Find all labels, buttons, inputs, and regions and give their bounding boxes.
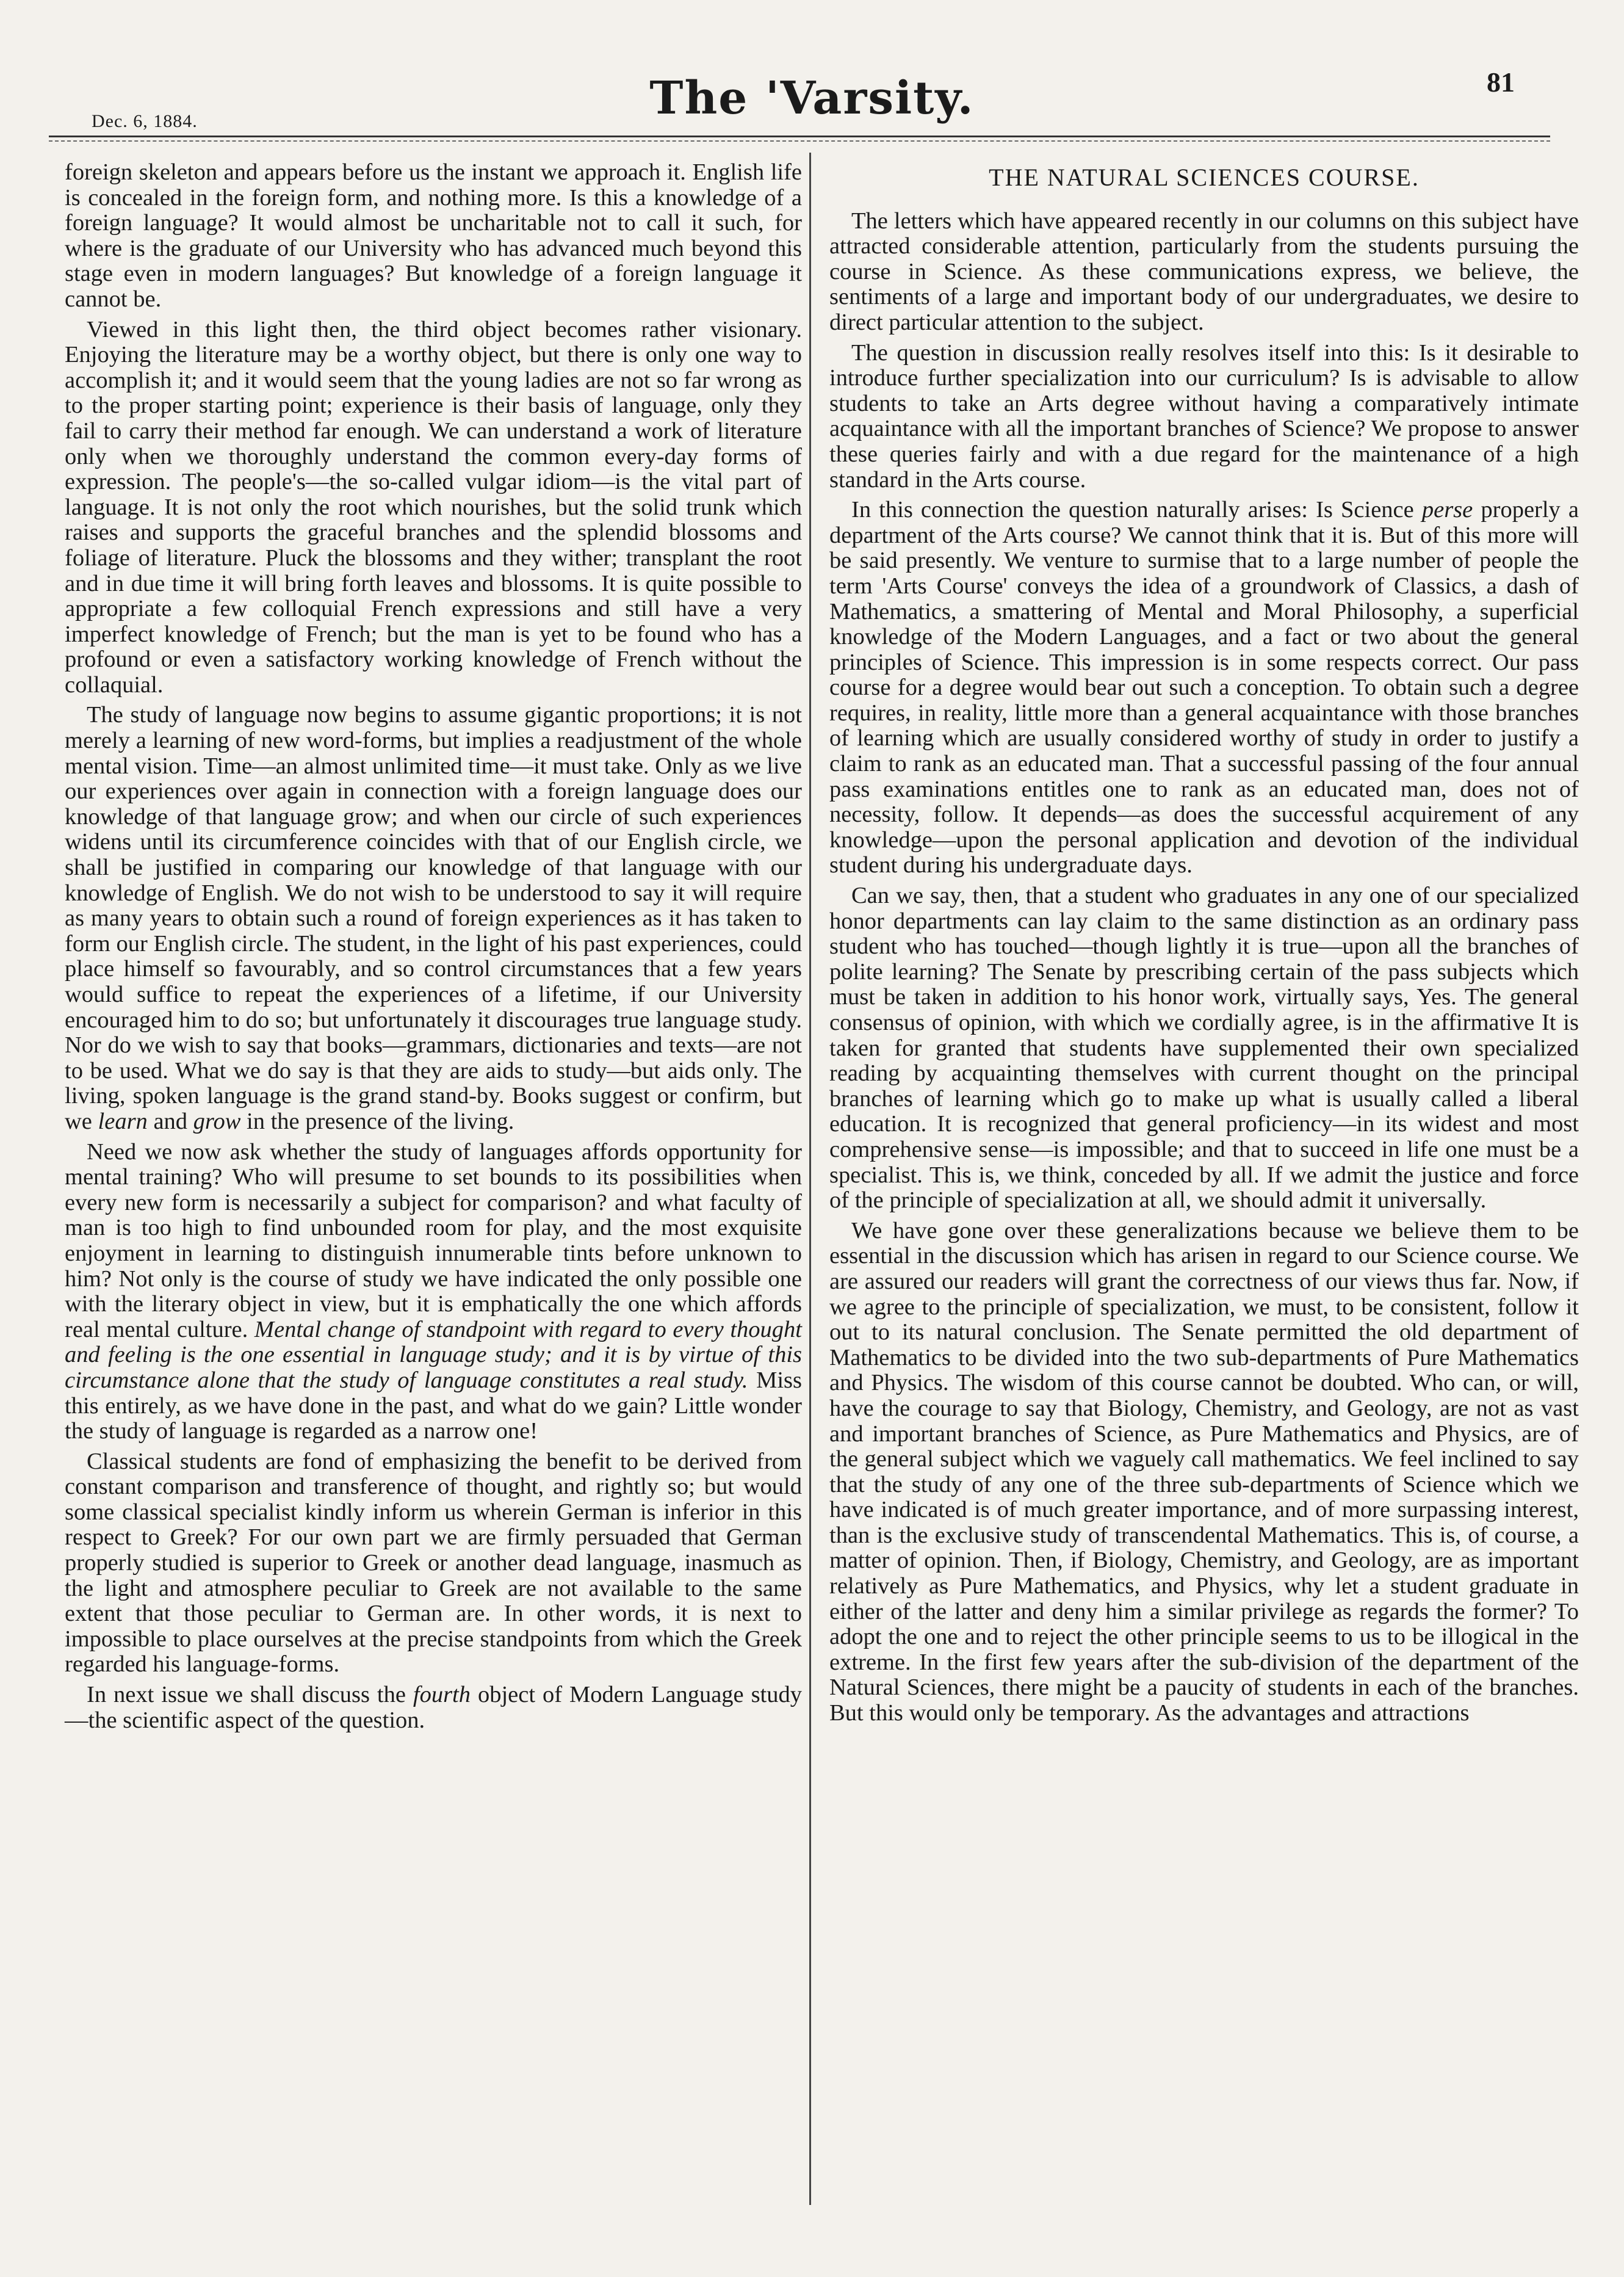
paragraph: Need we now ask whether the study of languages affords opportunity for mental training? Who will presume to set bounds to its possibilities when every new form is necessarily a subject for comparison? and what faculty of man is too high to find unbounded room for play, and the most exquisite enjoyment in learning to distinguish innumerable tints before unknown to him? Not only is the course of study we have indicated the only possible one with the literary object in view, but it is emphatically the one which affords real mental culture. Mental change of standpoint with regard to every thought and feeling is the one essential in language study; and it is by virtue of this circumstance alone that the study of language constitutes a real study. Miss this entirely, as we have done in the past, and what do we gain? Little wonder the study of language is regarded as a narrow one!: [65, 1138, 802, 1444]
left-column: [65, 160, 802, 1738]
paragraph: The question in discussion really resolves itself into this: Is it desirable to introduce further specialization into our curriculum? Is is advisable to allow students to take an Arts degree without having a comparatively intimate acquaintance with all the important branches of Science? We propose to answer these queries fairly and with a due regard for the maintenance of a high standard in the Arts course.: [829, 339, 1579, 493]
header-dashed-rule: [49, 140, 1550, 142]
article-title: THE NATURAL SCIENCES COURSE.: [989, 164, 1420, 191]
paragraph: In next issue we shall discuss the fourth object of Modern Language study—the scientific aspect of the question.: [65, 1682, 802, 1733]
issue-date: Dec. 6, 1884.: [92, 111, 198, 131]
header-rule: [49, 136, 1550, 137]
right-column: [809, 153, 1579, 2205]
page-number: 81: [1487, 67, 1515, 98]
paragraph: We have gone over these generalizations because we believe them to be essential in the discussion which has arisen in regard to our Science course. We are assured our readers will grant the correctness of our views thus far. Now, if we agree to the principle of specialization, we must, to be consistent, follow it out to its natural conclusion. The Senate permitted the old department of Mathematics to be divided into the two sub-departments of Pure Mathematics and Physics. The wisdom of this course cannot be doubted. Who can, or will, have the courage to say that Biology, Chemistry, and Geology, are not as vast and important branches of Science, as Pure Mathematics and Physics, are of the general subject which we vaguely call mathematics. We feel inclined to say that the study of any one of the three sub-departments of Science which we have indicated is of much greater importance, and of more surpassing interest, than is the exclusive study of transcendental Mathematics. This is, of course, a matter of opinion. Then, if Biology, Chemistry, and Geology, are as important relatively as Pure Mathematics, and Physics, why let a student graduate in either of the latter and deny him a similar privilege as regards the former? To adopt the one and to reject the other principle seems to us to be illogical in the extreme. In the first few years after the sub-division of the department of the Natural Sciences, there might be a paucity of students in each of the branches. But this would only be temporary. As the advantages and attractions: [829, 1217, 1579, 1726]
paragraph: Viewed in this light then, the third object becomes rather visionary. Enjoying the literature may be a worthy object, but there is only one way to accomplish it; and it would seem that the young ladies are not so far wrong as to the proper starting point; experience is their basis of language, only they fail to carry their method far enough. We can understand a work of literature only when we thoroughly understand the common every-day forms of expression. The people's—the so-called vulgar idiom—is the vital part of language. It is not only the root which nourishes, but the solid trunk which raises and supports the graceful branches and the splendid blossoms and foliage of literature. Pluck the blossoms and they wither; transplant the root and in due time it will bring forth leaves and blossoms. It is quite possible to appropriate a few colloquial French expressions and still have a very imperfect knowledge of French; but the man is yet to be found who has a profound or even a satisfactory working knowledge of French without the collaquial.: [65, 316, 802, 698]
paragraph: In this connection the question naturally arises: Is Science perse properly a department of the Arts course? We cannot think that it is. But of this more will be said presently. We venture to surmise that to a large number of people the term 'Arts Course' conveys the idea of a groundwork of Classics, a dash of Mathematics, a smattering of Mental and Moral Philosophy, a superficial knowledge of the Modern Languages, and a fact or two about the general principles of Science. This impression is in some respects correct. Our pass course for a degree would bear out such a conception. To obtain such a degree requires, in reality, little more than a general acquaintance with those branches of learning which are usually considered worthy of study in order to justify a claim to rank as an educated man. That a successful passing of the four annual pass examinations entitles one to rank as an educated man, does not of necessity, follow. It depends—as does the successful acquirement of any knowledge—upon the personal application and devotion of the individual student during his undergraduate days.: [829, 497, 1579, 878]
paragraph: The letters which have appeared recently in our columns on this subject have attracted considerable attention, particularly from the students pursuing the course in Science. As these communications express, we believe, the sentiments of a large and important body of our undergraduates, we desire to direct particular attention to the subject.: [829, 208, 1579, 335]
page-header: [0, 0, 1624, 147]
paragraph: foreign skeleton and appears before us the instant we approach it. English life is concealed in the foreign form, and nothing more. Is this a knowledge of a foreign language? It would almost be uncharitable not to call it such, for where is the graduate of our University who has advanced much beyond this stage even in modern languages? But knowledge of a foreign language it cannot be.: [65, 159, 802, 312]
masthead-title: The 'Varsity.: [649, 72, 975, 125]
paragraph: The study of language now begins to assume gigantic proportions; it is not merely a learning of new word-forms, but implies a readjustment of the whole mental vision. Time—an almost unlimited time—it must take. Only as we live our experiences over again in connection with a foreign language does our knowledge of that language grow; and when our circle of such experiences widens until its circumference coincides with that of our English circle, we shall be justified in comparing our knowledge of that language with our knowledge of English. We do not wish to be understood to say it will require as many years to obtain such a round of foreign experiences as it has taken to form our English circle. The student, in the light of his past experiences, could place himself so favourably, and so control circumstances that a few years would suffice to repeat the experiences of a lifetime, if our University encouraged him to do so; but unfortunately it discourages true language study. Nor do we wish to say that books—grammars, dictionaries and texts—are not to be used. What we do say is that they are aids to study—but aids only. The living, spoken language is the grand stand-by. Books suggest or confirm, but we learn and grow in the presence of the living.: [65, 702, 802, 1134]
paragraph: Can we say, then, that a student who graduates in any one of our specialized honor departments can lay claim to the same distinction as an ordinary pass student who has touched—though lightly it is true—upon all the branches of polite learning? The Senate by prescribing certain of the pass subjects which must be taken in addition to his honor work, virtually says, Yes. The general consensus of opinion, with which we cordially agree, is in the affirmative It is taken for granted that students have supplemented their own specialized reading by acquainting themselves with current thought on the principal branches of learning which go to make up what is usually called a liberal education. It is recognized that general proficiency—in its widest and most comprehensive sense—is impossible; and that to succeed in life one must be a specialist. This is, we think, conceded by all. If we admit the justice and force of the principle of specialization at all, we should admit it universally.: [829, 883, 1579, 1214]
paragraph: Classical students are fond of emphasizing the benefit to be derived from constant comparison and transference of thought, and rightly so; but would some classical specialist kindly inform us wherein German is inferior in this respect to Greek? For our own part we are firmly persuaded that German properly studied is superior to Greek or another dead language, inasmuch as the light and atmosphere peculiar to Greek are not available to the same extent that those peculiar to German are. In other words, it is next to impossible to place ourselves at the precise standpoints from which the Greek regarded his language-forms.: [65, 1448, 802, 1678]
